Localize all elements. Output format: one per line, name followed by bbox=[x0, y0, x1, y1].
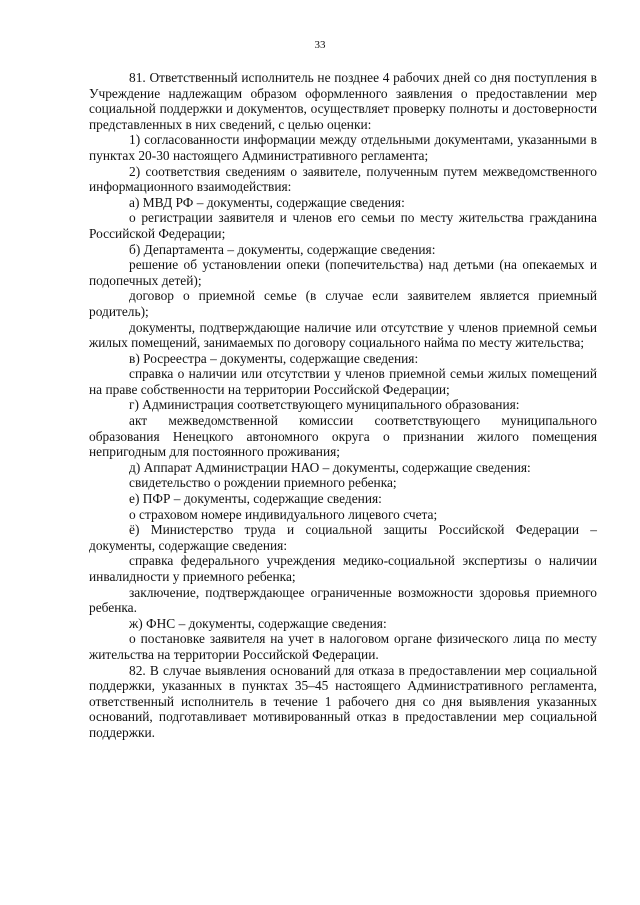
paragraph-81: 81. Ответственный исполнитель не позднее 4 рабочих дней со дня поступления в Учреждение надлежащим образом оформленного заявления о предоставлении мер социальной поддержки и документов, осуществляет проверку полноты и достоверности представленных в них сведений, с целью оценки: bbox=[89, 70, 597, 132]
paragraph-tax-registration: о постановке заявителя на учет в налоговом органе физического лица по месту жительства на территории Российской Федерации. bbox=[89, 631, 597, 662]
paragraph-insurance-number: о страховом номере индивидуального лицевого счета; bbox=[129, 506, 438, 522]
paragraph-birth-certificate: свидетельство о рождении приемного ребенка; bbox=[129, 475, 397, 491]
page-number: 33 bbox=[314, 39, 326, 51]
paragraph-82: 82. В случае выявления оснований для отказа в предоставлении мер социальной поддержки, указанных в пунктах 35–45 настоящего Административного регламента, ответственный исполнитель в течение 1 рабочего дня со дня выявления указанных оснований, подготавливает мотивированный отказ в предоставлении мер социальной поддержки. bbox=[89, 662, 597, 740]
paragraph-labor-ministry: ё) Министерство труда и социальной защиты Российской Федерации – документы, содержащие сведения: bbox=[89, 522, 597, 553]
paragraph-disability-certificate: справка федерального учреждения медико-социальной экспертизы о наличии инвалидности у приемного ребенка; bbox=[89, 553, 597, 584]
paragraph-rosreestr: в) Росреестра – документы, содержащие сведения: bbox=[129, 350, 419, 366]
paragraph-mvd: а) МВД РФ – документы, содержащие сведения: bbox=[129, 194, 405, 210]
paragraph-pfr: е) ПФР – документы, содержащие сведения: bbox=[129, 491, 382, 507]
paragraph-guardianship: решение об установлении опеки (попечительства) над детьми (на опекаемых и подопечных детей); bbox=[89, 257, 597, 288]
paragraph-fns: ж) ФНС – документы, содержащие сведения: bbox=[129, 615, 387, 631]
paragraph-property-certificate: справка о наличии или отсутствии у членов приемной семьи жилых помещений на праве собственности на территории Российской Федерации; bbox=[89, 366, 597, 397]
paragraph-foster-contract: договор о приемной семье (в случае если заявителем является приемный родитель); bbox=[89, 288, 597, 319]
paragraph-registration: о регистрации заявителя и членов его семьи по месту жительства гражданина Российской Федерации; bbox=[89, 210, 597, 241]
paragraph-item-2: 2) соответствия сведениям о заявителе, полученным путем межведомственного информационного взаимодействия: bbox=[89, 163, 597, 195]
paragraph-municipal-administration: г) Администрация соответствующего муниципального образования: bbox=[129, 397, 520, 413]
paragraph-department: б) Департамента – документы, содержащие сведения: bbox=[129, 241, 436, 257]
paragraph-housing-documents: документы, подтверждающие наличие или отсутствие у членов приемной семьи жилых помещений, занимаемых по договору социального найма по месту жительства; bbox=[89, 319, 597, 351]
paragraph-nao-apparatus: д) Аппарат Администрации НАО – документы, содержащие сведения: bbox=[129, 459, 531, 475]
paragraph-item-1: 1) согласованности информации между отдельными документами, указанными в пунктах 20-30 настоящего Административного регламента; bbox=[89, 132, 597, 163]
paragraph-health-conclusion: заключение, подтверждающее ограниченные возможности здоровья приемного ребенка. bbox=[89, 584, 597, 616]
document-body bbox=[89, 70, 597, 741]
paragraph-commission-act: акт межведомственной комиссии соответствующего муниципального образования Ненецкого автономного округа о признании жилого помещения непригодным для постоянного проживания; bbox=[89, 413, 597, 460]
